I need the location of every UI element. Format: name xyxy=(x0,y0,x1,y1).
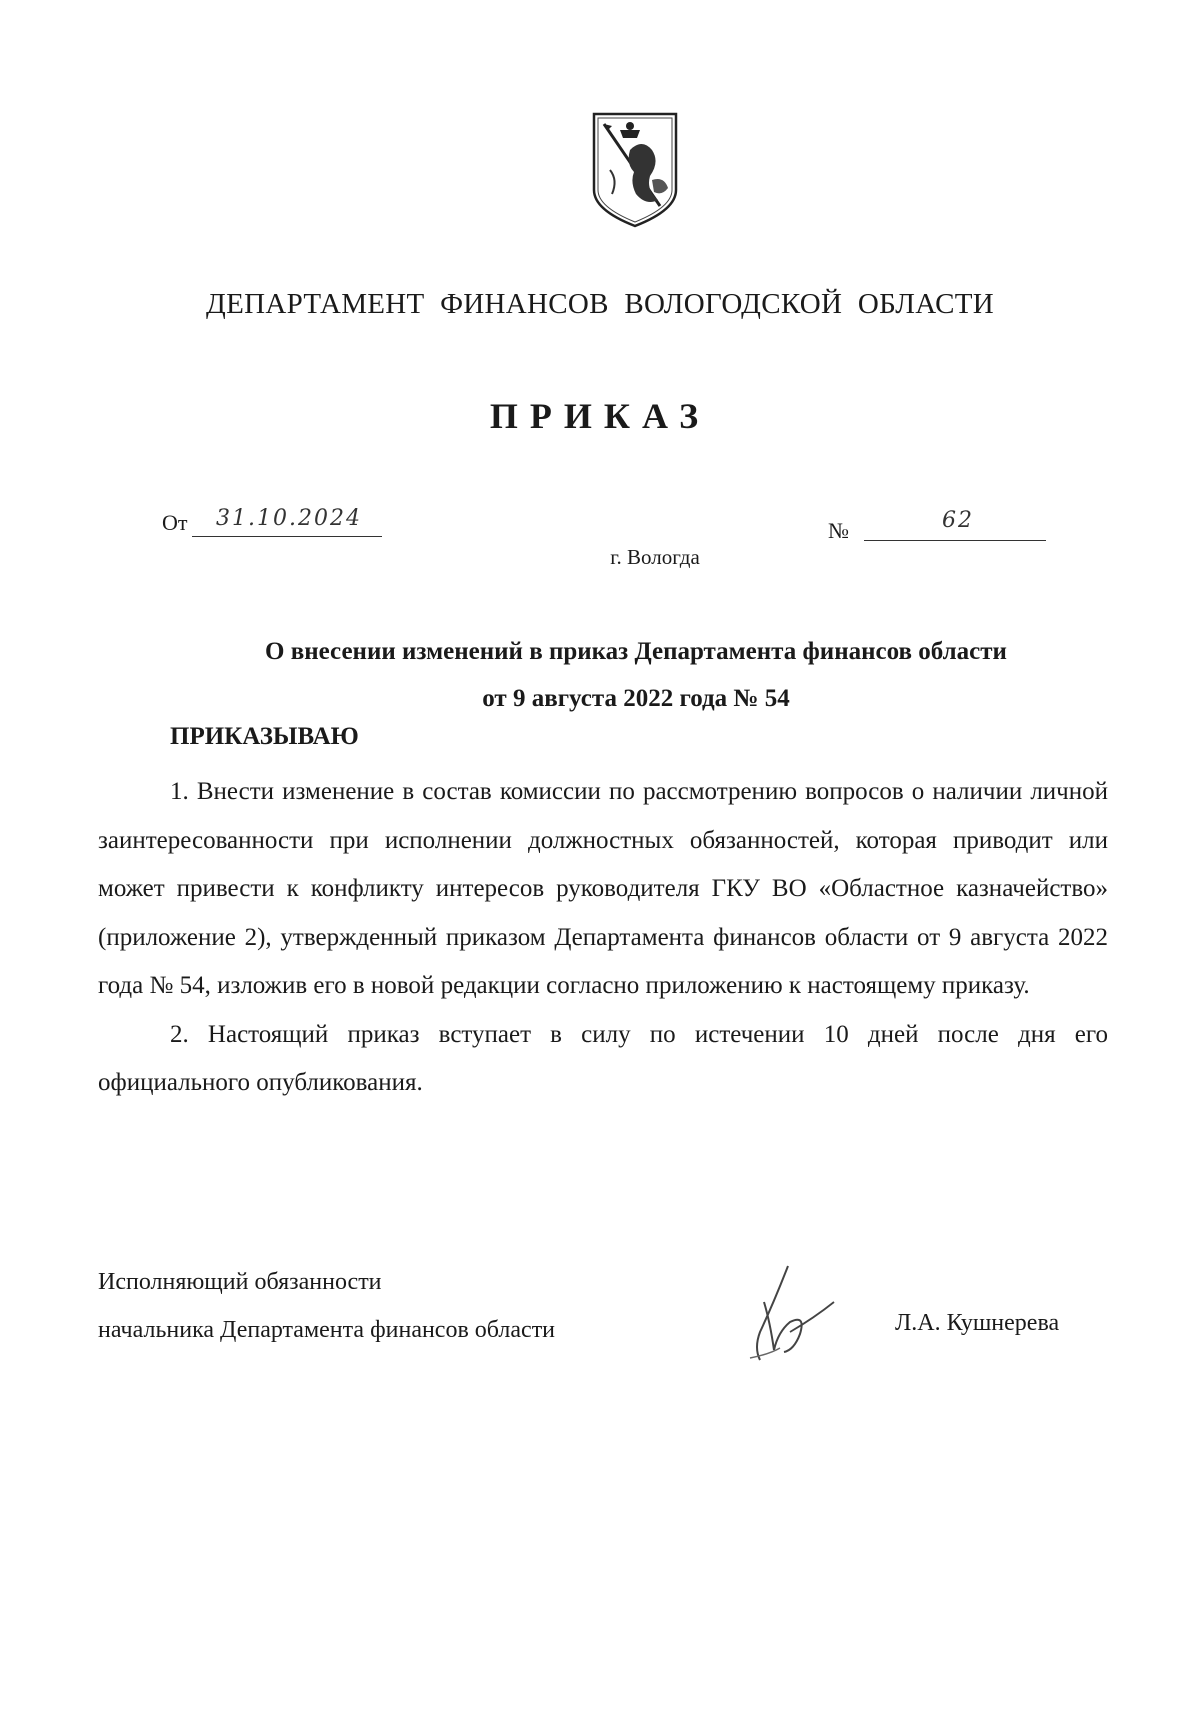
department-name: ДЕПАРТАМЕНТ ФИНАНСОВ ВОЛОГОДСКОЙ ОБЛАСТИ xyxy=(206,288,994,320)
paragraph-2: 2. Настоящий приказ вступает в силу по истечении 10 дней после дня его официального опубликования. xyxy=(98,1020,1108,1096)
city-label: г. Вологда xyxy=(610,545,700,569)
number-field xyxy=(864,508,1046,541)
paragraph-1: 1. Внести изменение в состав комиссии по рассмотрению вопросов о наличии личной заинтересованности при исполнении должностных обязанностей, которая приводит или может привести к конфликту интересов руководителя ГКУ ВО «Областное казначейство» (приложение 2), утвержденный приказом Департамента финансов области от 9 августа 2022 года № 54, изложив его в новой редакции согласно приложению к настоящему приказу. xyxy=(98,778,1108,999)
handwritten-number: 62 xyxy=(942,508,974,533)
signer-position xyxy=(98,1258,555,1354)
signer-position-line-2: начальника Департамента финансов области xyxy=(98,1317,556,1343)
subject-line-2: от 9 августа 2022 года № 54 xyxy=(482,685,790,712)
handwritten-date: 31.10.2024 xyxy=(216,506,362,531)
signer-position-line-1: Исполняющий обязанности xyxy=(98,1269,382,1295)
order-subject xyxy=(160,628,1112,722)
date-label: От xyxy=(162,510,188,535)
date-field xyxy=(192,506,382,537)
handwritten-signature-icon xyxy=(730,1262,840,1372)
order-body xyxy=(98,768,1108,1108)
number-label: № xyxy=(828,518,849,543)
vologda-coat-of-arms-icon xyxy=(590,110,680,230)
subject-line-1: О внесении изменений в приказ Департамента финансов области xyxy=(265,638,1007,665)
decree-word: ПРИКАЗЫВАЮ xyxy=(170,723,359,750)
signer-name: Л.А. Кушнерева xyxy=(895,1310,1060,1336)
document-type-title: ПРИКАЗ xyxy=(489,396,711,436)
